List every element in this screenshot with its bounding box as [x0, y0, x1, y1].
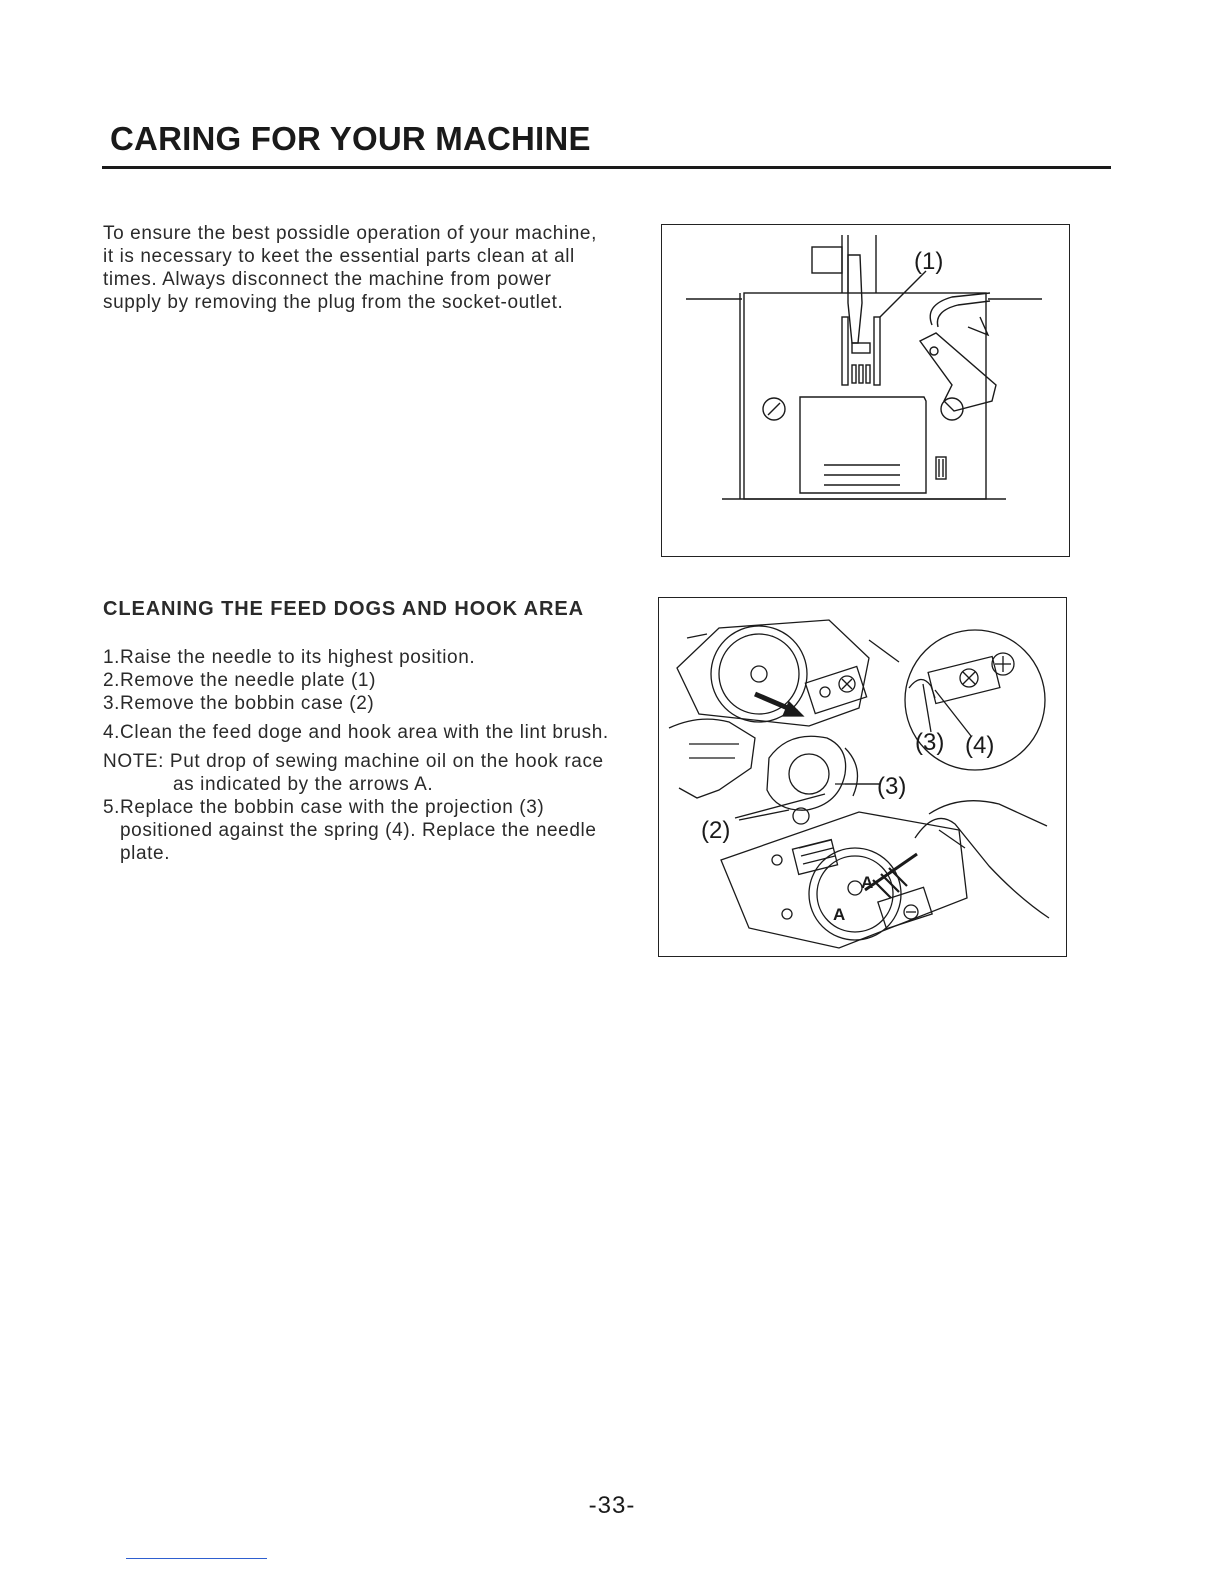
section-heading: CLEANING THE FEED DOGS AND HOOK AREA	[103, 598, 584, 620]
step-item: 5.Replace the bobbin case with the projection (3)	[103, 797, 545, 818]
step-item: positioned against the spring (4). Replace the needle	[120, 820, 597, 841]
arrow-label-a-top: A	[861, 873, 874, 892]
hook-area-figure	[658, 597, 1067, 957]
needle-plate-illustration	[662, 225, 1069, 556]
step-item: 3.Remove the bobbin case (2)	[103, 693, 375, 714]
page-number: -33-	[588, 1492, 636, 1519]
hook-area-illustration	[659, 598, 1066, 956]
footer-link-underline	[126, 1558, 267, 1559]
step-item: 2.Remove the needle plate (1)	[103, 670, 376, 691]
arrow-label-a-bottom: A	[833, 905, 846, 924]
title-underline	[102, 166, 1111, 169]
intro-line: it is necessary to keet the essential parts clean at all	[103, 246, 575, 267]
step-item: 4.Clean the feed doge and hook area with the lint brush.	[103, 722, 609, 743]
page-title: CARING FOR YOUR MACHINE	[110, 120, 591, 157]
intro-line: times. Always disconnect the machine from power	[103, 269, 552, 290]
callout-2: (2)	[701, 817, 731, 844]
cleaning-steps	[103, 646, 663, 865]
callout-4-inset: (4)	[965, 732, 995, 759]
note-line: as indicated by the arrows A.	[173, 774, 434, 795]
step-item: plate.	[120, 843, 171, 864]
callout-1: (1)	[914, 248, 944, 275]
callout-3-inset: (3)	[915, 729, 945, 756]
intro-line: supply by removing the plug from the socket-outlet.	[103, 292, 564, 313]
callout-3: (3)	[877, 773, 907, 800]
step-item: 1.Raise the needle to its highest position.	[103, 647, 476, 668]
intro-line: To ensure the best possidle operation of your machine,	[103, 223, 597, 244]
needle-plate-figure	[661, 224, 1070, 557]
intro-paragraph	[103, 222, 663, 314]
note-line: NOTE: Put drop of sewing machine oil on the hook race	[103, 751, 604, 772]
